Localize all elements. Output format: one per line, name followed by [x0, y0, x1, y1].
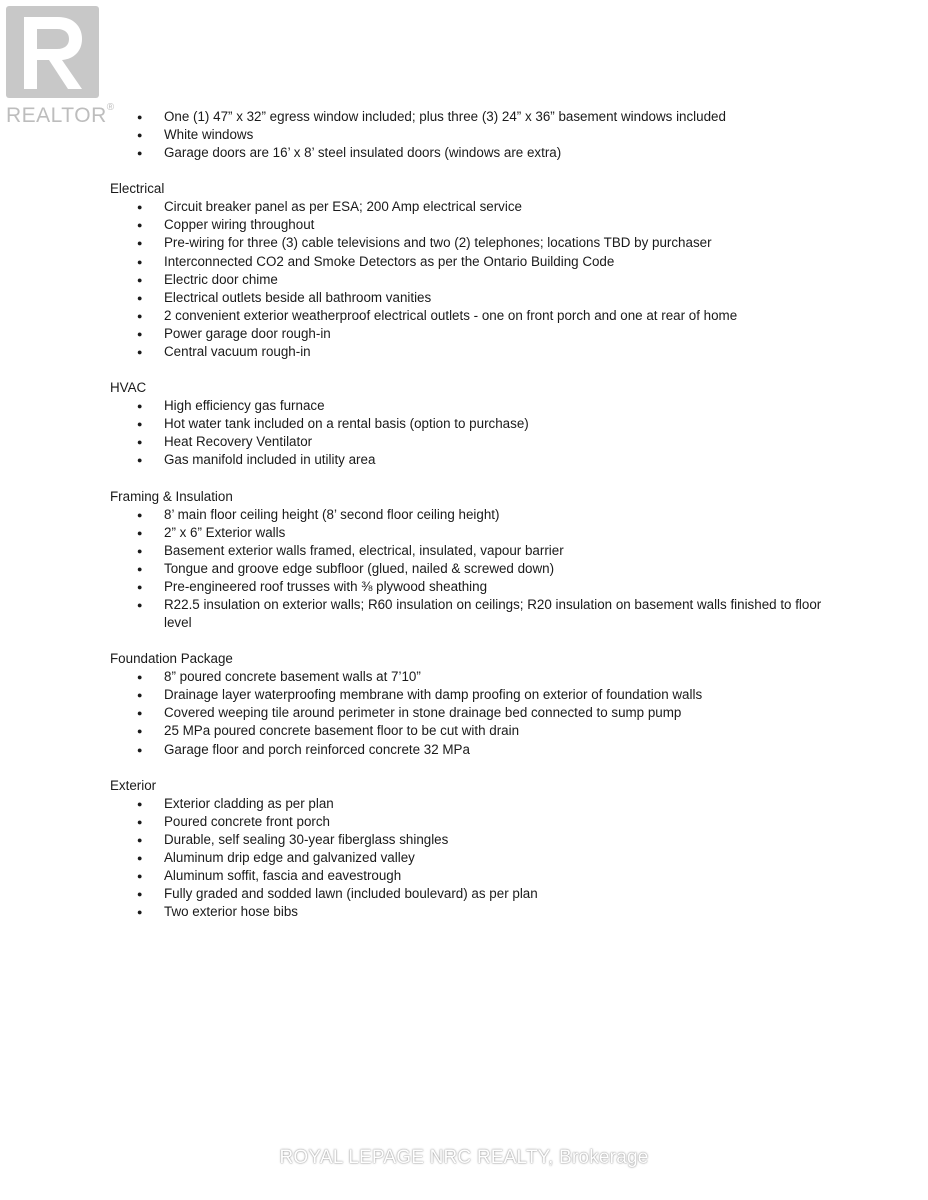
section-title: Framing & Insulation: [110, 488, 233, 504]
list-item: ● 8” poured concrete basement walls at 7’10”: [110, 668, 830, 686]
list-item: ● High efficiency gas furnace: [110, 397, 830, 415]
list-item: ● Heat Recovery Ventilator: [110, 433, 830, 451]
realtor-logo-box: [6, 6, 99, 98]
foundation-items: [110, 668, 830, 758]
list-item: ● Interconnected CO2 and Smoke Detectors as per the Ontario Building Code: [110, 253, 830, 271]
list-item: ● Covered weeping tile around perimeter in stone drainage bed connected to sump pump: [110, 704, 830, 722]
list-item: ● Pre-wiring for three (3) cable televisions and two (2) telephones; locations TBD by purchaser: [110, 234, 830, 252]
list-item: ● Electric door chime: [110, 271, 830, 289]
exterior-items: [110, 795, 830, 922]
list-item: ● Garage floor and porch reinforced concrete 32 MPa: [110, 741, 830, 759]
section-title: Exterior: [110, 777, 157, 793]
realtor-logo: [6, 6, 115, 127]
list-item: ● Aluminum soffit, fascia and eavestrough: [110, 867, 830, 885]
list-item: ● Poured concrete front porch: [110, 813, 830, 831]
list-item: ● Gas manifold included in utility area: [110, 451, 830, 469]
list-item: ● One (1) 47” x 32” egress window included; plus three (3) 24” x 36” basement windows included: [110, 108, 830, 126]
list-item: ● Hot water tank included on a rental basis (option to purchase): [110, 415, 830, 433]
hvac-items: [110, 397, 830, 469]
section-windows: [110, 108, 830, 162]
section-electrical: [110, 180, 830, 361]
list-item: ● Fully graded and sodded lawn (included boulevard) as per plan: [110, 885, 830, 903]
spec-list-document: [110, 108, 830, 921]
section-framing-insulation: [110, 488, 830, 633]
list-item: ● 25 MPa poured concrete basement floor to be cut with drain: [110, 722, 830, 740]
list-item: ● R22.5 insulation on exterior walls; R60 insulation on ceilings; R20 insulation on basement walls finished to floor level: [110, 596, 830, 632]
section-foundation-package: [110, 650, 830, 758]
realtor-r-logo-icon: [18, 13, 88, 93]
list-item: ● Garage doors are 16’ x 8’ steel insulated doors (windows are extra): [110, 144, 830, 162]
list-item: ● Circuit breaker panel as per ESA; 200 Amp electrical service: [110, 198, 830, 216]
realtor-logo-text: REALTOR®: [6, 102, 115, 127]
framing-items: [110, 506, 830, 633]
list-item: ● Exterior cladding as per plan: [110, 795, 830, 813]
windows-items: [110, 108, 830, 162]
list-item: ● Two exterior hose bibs: [110, 903, 830, 921]
list-item: ● Copper wiring throughout: [110, 216, 830, 234]
list-item: ● Power garage door rough-in: [110, 325, 830, 343]
section-title: Foundation Package: [110, 651, 233, 667]
list-item: ● Aluminum drip edge and galvanized valley: [110, 849, 830, 867]
list-item: ● Pre-engineered roof trusses with ⅜ plywood sheathing: [110, 578, 830, 596]
section-title: HVAC: [110, 380, 147, 396]
list-item: ● Central vacuum rough-in: [110, 343, 830, 361]
list-item: ● Drainage layer waterproofing membrane with damp proofing on exterior of foundation walls: [110, 686, 830, 704]
list-item: ● 2” x 6” Exterior walls: [110, 524, 830, 542]
section-hvac: [110, 379, 830, 469]
list-item: ● Electrical outlets beside all bathroom vanities: [110, 289, 830, 307]
electrical-items: [110, 198, 830, 361]
list-item: ● Durable, self sealing 30-year fiberglass shingles: [110, 831, 830, 849]
section-exterior: [110, 777, 830, 922]
section-title: Electrical: [110, 181, 165, 197]
list-item: ● 8’ main floor ceiling height (8’ second floor ceiling height): [110, 506, 830, 524]
list-item: ● White windows: [110, 126, 830, 144]
list-item: ● Tongue and groove edge subfloor (glued, nailed & screwed down): [110, 560, 830, 578]
list-item: ● Basement exterior walls framed, electrical, insulated, vapour barrier: [110, 542, 830, 560]
brokerage-watermark: ROYAL LEPAGE NRC REALTY, Brokerage: [279, 1147, 649, 1168]
list-item: ● 2 convenient exterior weatherproof electrical outlets - one on front porch and one at rear of home: [110, 307, 830, 325]
